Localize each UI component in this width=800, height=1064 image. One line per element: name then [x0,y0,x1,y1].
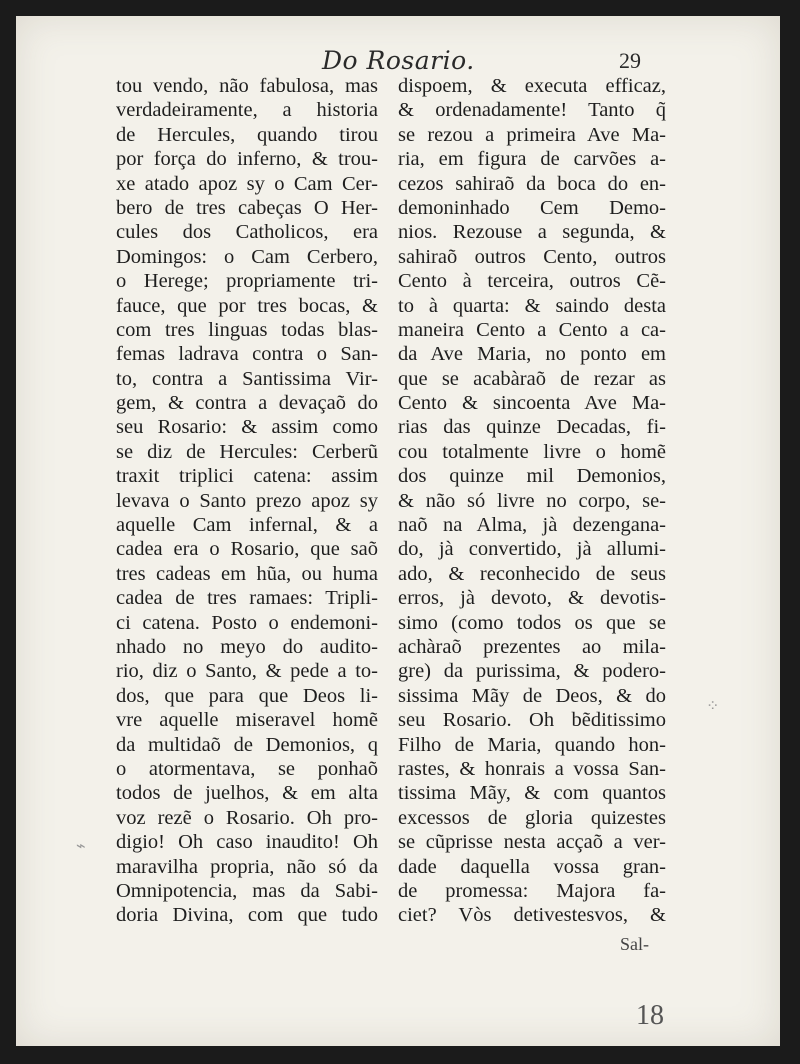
text-line: dos quinze mil Demonios, [398,465,666,488]
text-line: ado, & reconhecido de seus [398,562,666,585]
text-line: xe atado apoz sy o Cam Cer- [116,172,378,195]
margin-mark: ⁘ [706,696,720,715]
text-line: rastes, & honrais a vossa San- [398,757,666,780]
text-line: simo (como todos os que se [398,611,666,634]
text-line: se rezou a primeira Ave Ma- [398,123,666,146]
text-line: cadea de tres ramaes: Tripli- [116,587,378,610]
text-line: seu Rosario. Oh bẽditissimo [398,709,666,732]
text-line: digio! Oh caso inaudito! Oh [116,831,378,854]
text-line: tou vendo, não fabulosa, mas [116,75,378,97]
text-line: tres cadeas em hũa, ou huma [116,562,378,585]
left-text-column [116,74,378,928]
text-line: aquelle Cam infernal, & a [116,514,378,537]
text-line: demoninhado Cem Demo- [398,196,666,219]
text-line: o atormentava, se ponhaõ [116,757,378,780]
text-line: com tres linguas todas blas- [116,318,378,341]
text-line: dade daquella vossa gran- [398,855,666,878]
text-line: Domingos: o Cam Cerbero, [116,245,378,268]
text-line: dos, que para que Deos li- [116,684,378,707]
text-line: que se acabàraõ de rezar as [398,367,666,390]
text-line: femas ladrava contra o San- [116,343,378,366]
catchword: Sal- [620,934,649,954]
text-line: naõ na Alma, jà dezengana- [398,514,666,537]
text-line: doria Divina, com que tudo [116,904,378,927]
text-line: Omnipotencia, mas da Sabi- [116,879,378,902]
text-line: Cento à terceira, outros Cẽ- [398,270,666,293]
text-line: cules dos Catholicos, era [116,221,378,244]
margin-mark: ⌁ [76,836,86,855]
text-line: cou totalmente livre o homẽ [398,440,666,463]
text-line: rias das quinze Decadas, fi- [398,416,666,439]
text-line: ci catena. Posto o endemoni- [116,611,378,634]
text-line: achàraõ prezentes ao mila- [398,635,666,658]
right-text-column [398,74,666,928]
text-line: maneira Cento a Cento a ca- [398,318,666,341]
text-line: traxit triplici catena: assim [116,465,378,488]
text-line: ria, em figura de carvões a- [398,148,666,171]
text-line: cezos sahiraõ da boca do en- [398,172,666,195]
text-line: levava o Santo prezo apoz sy [116,489,378,512]
text-line: seu Rosario: & assim como [116,416,378,439]
text-line: da multidaõ de Demonios, q [116,733,378,756]
text-line: do, jà convertido, jà allumi- [398,538,666,561]
text-line: & não só livre no corpo, se- [398,489,666,512]
text-line: se cũprisse nesta acçaõ a ver- [398,831,666,854]
text-line: Cento & sincoenta Ave Ma- [398,392,666,415]
text-line: tissima Mãy, & com quantos [398,782,666,805]
text-line: sissima Mãy de Deos, & do [398,684,666,707]
handwritten-folio-number: 18 [636,1000,664,1031]
text-line: todos de juelhos, & em alta [116,782,378,805]
text-line: sahiraõ outros Cento, outros [398,245,666,268]
text-line: maravilha propria, não só da [116,855,378,878]
text-line: de Hercules, quando tirou [116,123,378,146]
text-line: da Ave Maria, no ponto em [398,343,666,366]
text-line: to à quarta: & saindo desta [398,294,666,317]
text-line: gre) da purissima, & podero- [398,660,666,683]
text-line: rio, diz o Santo, & pede a to- [116,660,378,683]
text-line: ciet? Vòs detivestesvos, & [398,904,666,927]
text-line: bero de tres cabeças O Her- [116,196,378,219]
text-line: se diz de Hercules: Cerberũ [116,440,378,463]
text-line: cadea era o Rosario, que saõ [116,538,378,561]
text-line: gem, & contra a devaçaõ do [116,392,378,415]
text-line: to, contra a Santissima Vir- [116,367,378,390]
text-line: erros, jà devoto, & devotis- [398,587,666,610]
text-line: nios. Rezouse a segunda, & [398,221,666,244]
book-page [16,16,780,1046]
text-line: Filho de Maria, quando hon- [398,733,666,756]
text-line: fauce, que por tres bocas, & [116,294,378,317]
text-line: nhado no meyo do audito- [116,635,378,658]
page-number: 29 [619,48,641,73]
text-line: voz rezẽ o Rosario. Oh pro- [116,806,378,829]
text-line: por força do inferno, & trou- [116,148,378,171]
running-head: Do Rosario. [322,46,475,75]
text-line: excessos de gloria quizestes [398,806,666,829]
text-line: de promessa: Majora fa- [398,879,666,902]
text-line: & ordenadamente! Tanto q̃ [398,99,666,122]
text-line: vre aquelle miseravel homẽ [116,709,378,732]
text-line: verdadeiramente, a historia [116,99,378,122]
text-line: o Herege; propriamente tri- [116,270,378,293]
text-line: dispoem, & executa efficaz, [398,75,666,97]
